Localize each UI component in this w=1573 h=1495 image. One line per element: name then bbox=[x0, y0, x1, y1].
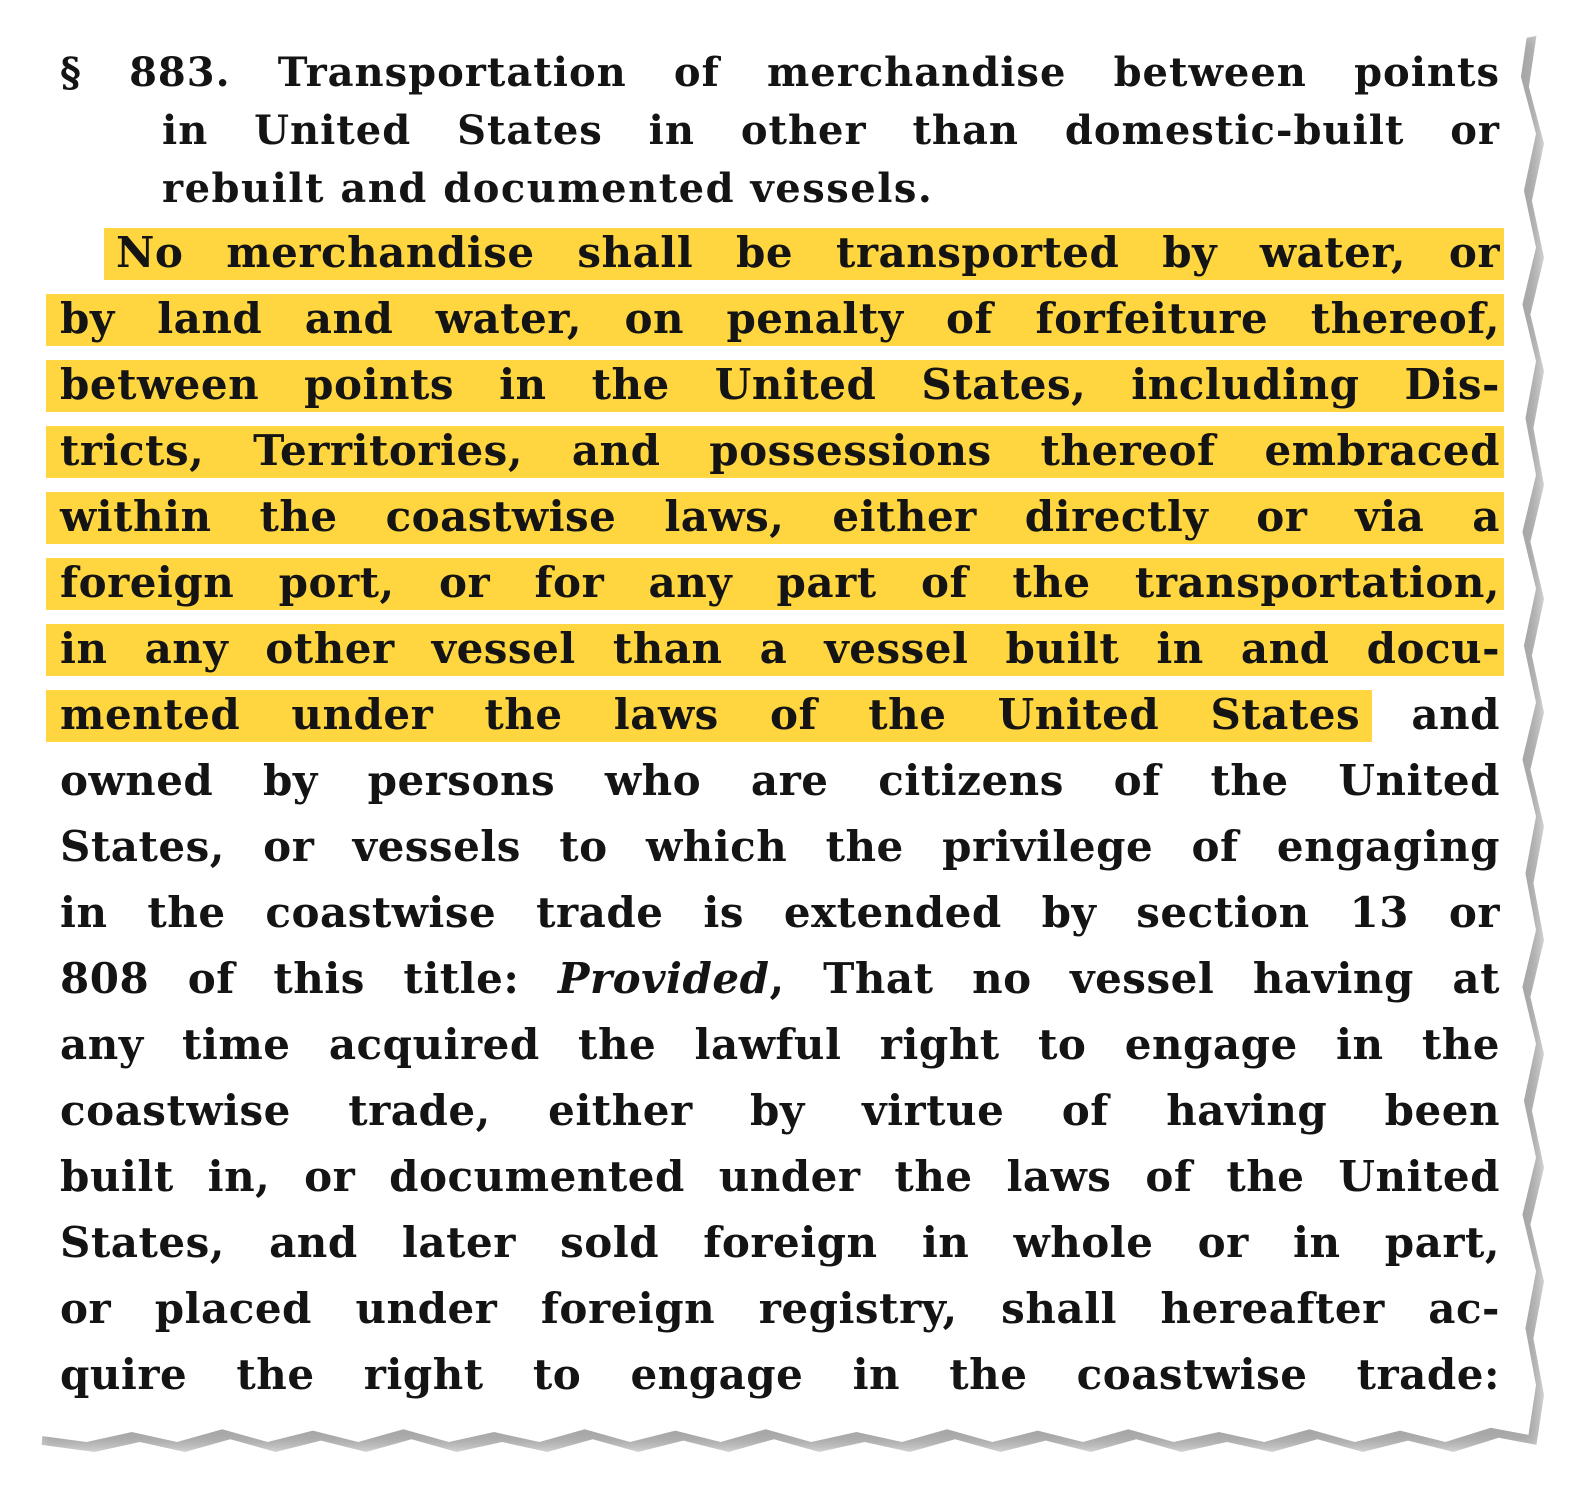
body-line-16: States, and later sold foreign in whole or in part, bbox=[60, 1218, 1500, 1267]
body-line-2: by land and water, on penalty of forfeiture thereof, bbox=[60, 286, 1500, 352]
body-line-4: tricts, Territories, and possessions thereof embraced bbox=[60, 418, 1500, 484]
body-line-12 bbox=[60, 946, 1500, 1012]
body-line-17: or placed under foreign registry, shall hereafter ac- bbox=[60, 1284, 1500, 1333]
body-line-14: coastwise trade, either by virtue of having been bbox=[60, 1086, 1500, 1135]
body-line-7: in any other vessel than a vessel built in and docu- bbox=[60, 616, 1500, 682]
line-12-start: 808 of this title: bbox=[60, 954, 558, 1003]
heading-line-3: rebuilt and documented vessels. bbox=[162, 165, 934, 212]
body-line-10: States, or vessels to which the privilege of engaging bbox=[60, 822, 1500, 871]
body-line-9: owned by persons who are citizens of the United bbox=[60, 756, 1500, 805]
body-line-18: quire the right to engage in the coastwise trade: bbox=[60, 1350, 1500, 1399]
body-line-5: within the coastwise laws, either directly or via a bbox=[60, 484, 1500, 550]
body-line-8: mented under the laws of the United States and bbox=[60, 682, 1500, 748]
body-line-6: foreign port, or for any part of the transportation, bbox=[60, 550, 1500, 616]
body-line-11: in the coastwise trade is extended by section 13 or bbox=[60, 888, 1500, 937]
body-line-1: No merchandise shall be transported by water, or bbox=[60, 220, 1500, 286]
body-line-3: between points in the United States, including Dis- bbox=[60, 352, 1500, 418]
section-body bbox=[60, 220, 1500, 1408]
statute-excerpt bbox=[60, 44, 1500, 1408]
body-line-13: any time acquired the lawful right to engage in the bbox=[60, 1020, 1500, 1069]
section-heading bbox=[60, 44, 1500, 218]
body-line-15: built in, or documented under the laws of the United bbox=[60, 1152, 1500, 1201]
line-12-end: , That no vessel having at bbox=[769, 954, 1500, 1003]
heading-line-1: § 883. Transportation of merchandise between points bbox=[60, 49, 1500, 96]
heading-line-2: in United States in other than domestic-built or bbox=[162, 107, 1500, 154]
provided-italic: Provided bbox=[557, 954, 770, 1003]
